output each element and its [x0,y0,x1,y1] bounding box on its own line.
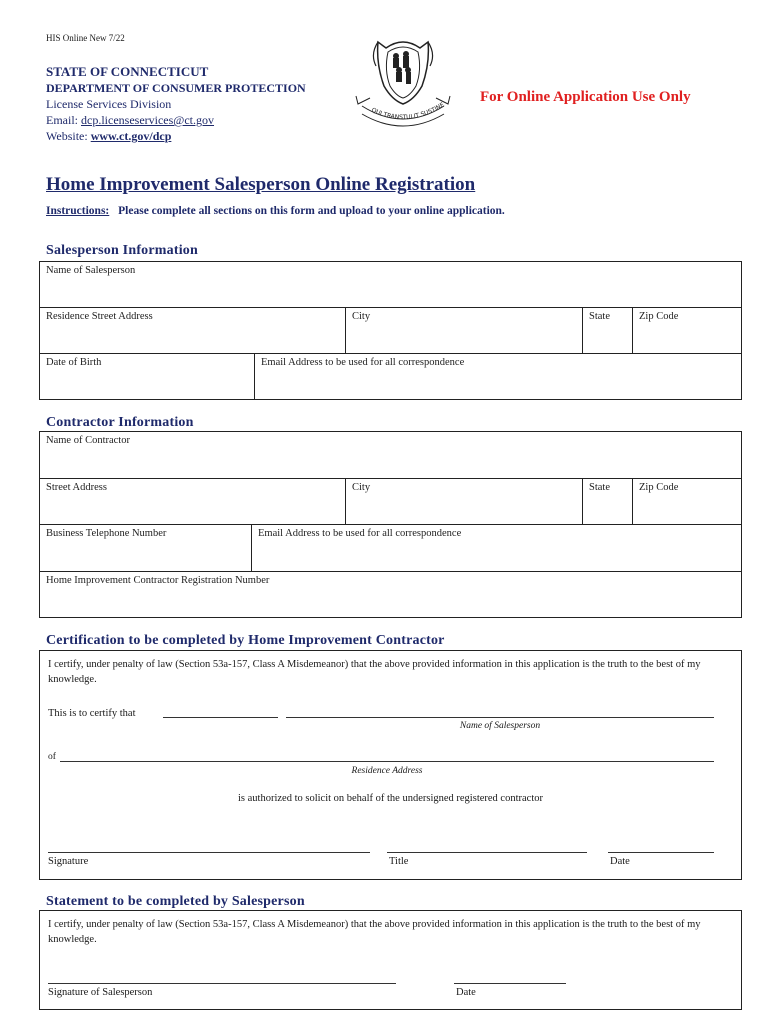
salesperson-name-label: Name of Salesperson [46,265,136,276]
certification-date-label: Date [610,856,630,867]
statement-heading: Statement to be completed by Salesperson [46,894,305,909]
of-label: of [48,752,56,762]
salesperson-street-label: Residence Street Address [46,311,153,322]
salesperson-date-line[interactable] [454,983,566,984]
department-name: DEPARTMENT OF CONSUMER PROTECTION [46,81,306,95]
contractor-state-label: State [589,482,610,493]
statement-box [39,910,742,1010]
salesperson-state-label: State [589,311,610,322]
salesperson-street-field[interactable] [40,308,346,354]
contractor-street-label: Street Address [46,482,107,493]
state-seal-icon [348,34,458,130]
certify-name-line-2[interactable] [286,717,714,718]
salesperson-signature-label: Signature of Salesperson [48,987,153,998]
salesperson-heading: Salesperson Information [46,243,198,258]
contractor-zip-label: Zip Code [639,482,679,493]
contractor-email-field[interactable] [252,525,741,572]
salesperson-zip-label: Zip Code [639,311,679,322]
state-name: STATE OF CONNECTICUT [46,64,209,79]
salesperson-dob-label: Date of Birth [46,357,102,368]
contractor-street-field[interactable] [40,479,346,525]
contractor-date-line[interactable] [608,852,714,853]
instructions-text: Please complete all sections on this form and upload to your online application. [118,205,505,217]
contractor-phone-label: Business Telephone Number [46,528,167,539]
salesperson-dob-field[interactable] [40,354,255,399]
contractor-signature-line[interactable] [48,852,370,853]
certification-heading: Certification to be completed by Home Improvement Contractor [46,633,445,648]
website-label: Website: [46,129,91,143]
salesperson-state-field[interactable] [583,308,633,354]
certify-name-line-1[interactable] [163,717,278,718]
contractor-registration-field[interactable] [40,572,741,617]
salesperson-email-label: Email Address to be used for all correspondence [261,357,465,368]
email-label: Email: [46,113,81,127]
contractor-city-label: City [352,482,371,493]
contractor-name-field[interactable] [40,432,741,479]
page-title: Home Improvement Salesperson Online Registration [46,174,476,195]
certification-box [39,650,742,880]
form-code: HIS Online New 7/22 [46,33,125,43]
statement-text: I certify, under penalty of law (Section 53a-157, Class A Misdemeanor) that the above provided information in this application is the truth to the best of my knowledge. [48,919,701,945]
signature-label: Signature [48,856,89,867]
email-line [46,112,306,128]
residence-address-caption: Residence Address [351,766,423,776]
seal-banner: QUI TRANSTULIT SUSTINE [370,101,446,122]
statement-date-label: Date [456,987,476,998]
salesperson-email-field[interactable] [255,354,741,399]
instructions-label: Instructions: [46,205,110,217]
residence-address-line[interactable] [60,761,714,762]
authorized-text: is authorized to solicit on behalf of the undersigned registered contractor [238,793,543,804]
contractor-heading: Contractor Information [46,415,194,430]
email-link[interactable]: dcp.licenseservices@ct.gov [81,113,215,127]
agency-block [46,64,306,144]
name-of-salesperson-caption: Name of Salesperson [459,721,541,731]
contractor-phone-field[interactable] [40,525,252,572]
contractor-email-label: Email Address to be used for all correspondence [258,528,462,539]
title-label: Title [389,856,409,867]
salesperson-info-table [39,261,742,400]
contractor-info-table [39,431,742,618]
instructions [46,205,505,217]
salesperson-city-label: City [352,311,371,322]
contractor-title-line[interactable] [387,852,587,853]
salesperson-name-field[interactable] [40,262,741,308]
certify-that-label: This is to certify that [48,708,136,719]
contractor-zip-field[interactable] [633,479,741,525]
website-link[interactable]: www.ct.gov/dcp [90,129,172,143]
contractor-name-label: Name of Contractor [46,435,130,446]
contractor-registration-label: Home Improvement Contractor Registration Number [46,575,270,586]
online-notice: For Online Application Use Only [480,89,691,105]
salesperson-signature-line[interactable] [48,983,396,984]
contractor-city-field[interactable] [346,479,583,525]
salesperson-zip-field[interactable] [633,308,741,354]
contractor-state-field[interactable] [583,479,633,525]
division-name: License Services Division [46,97,172,111]
website-line [46,128,306,144]
certification-text: I certify, under penalty of law (Section 53a-157, Class A Misdemeanor) that the above provided information in this application is the truth to the best of my knowledge. [48,659,701,685]
salesperson-city-field[interactable] [346,308,583,354]
